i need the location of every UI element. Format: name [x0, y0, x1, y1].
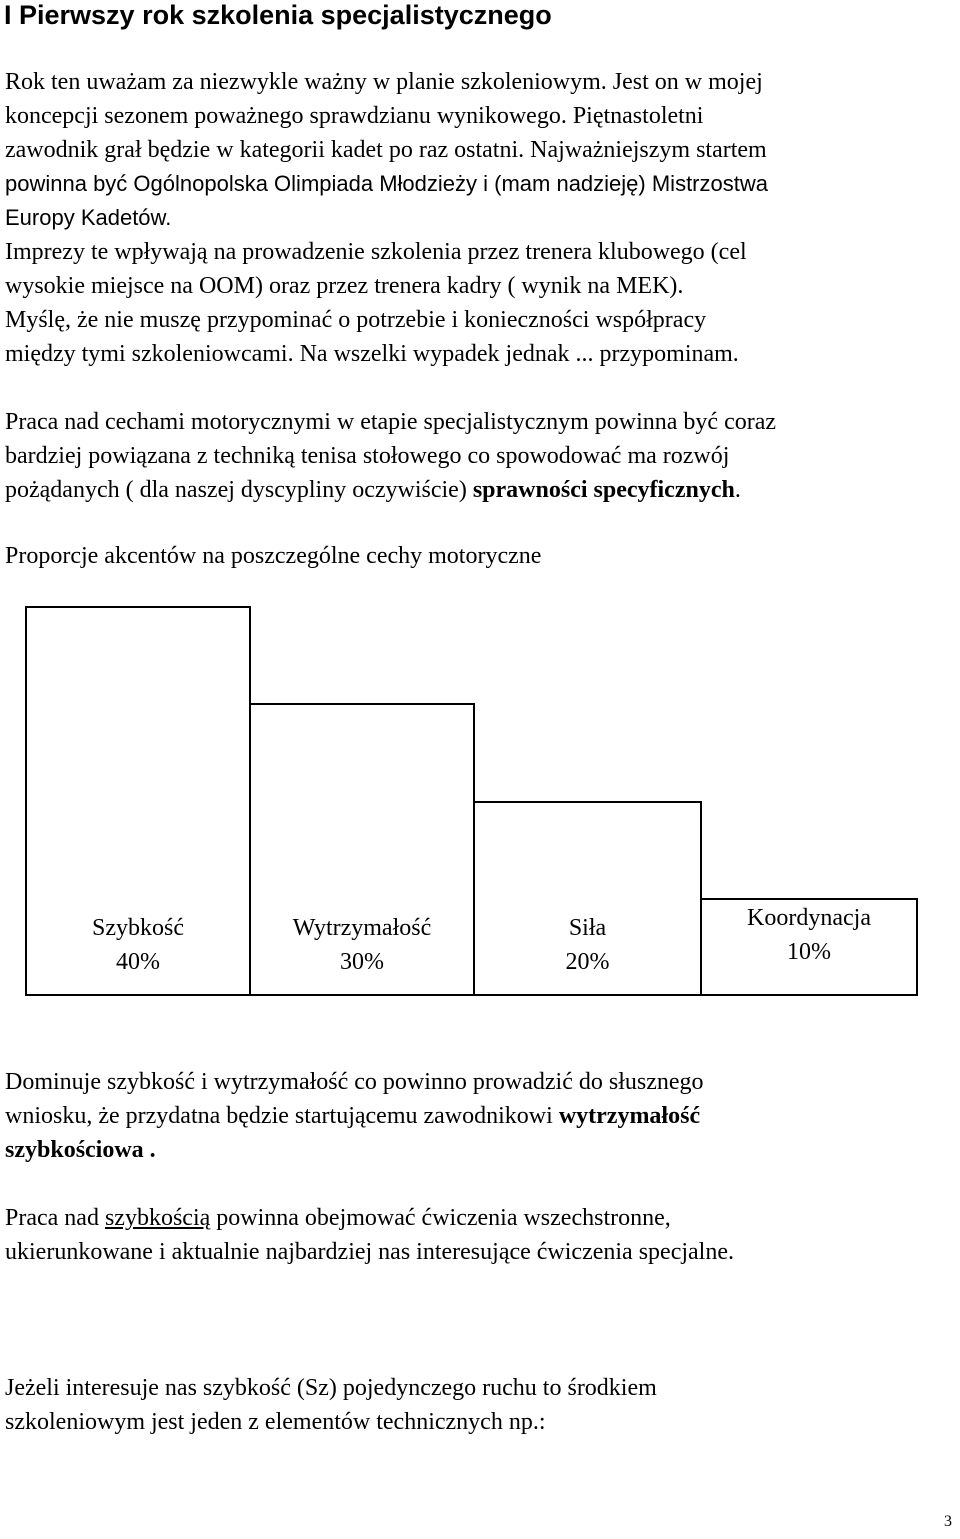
intro-line: koncepcji sezonem poważnego sprawdzianu wynikowego. Piętnastoletni: [5, 103, 704, 129]
intro-line: powinna być Ogólnopolska Olimpiada Młodzieży i (mam nadzieję) Mistrzostwa: [5, 171, 768, 196]
chart-category-label: Koordynacja: [747, 905, 871, 931]
motor-text: pożądanych ( dla naszej dyscypliny oczywiście): [5, 477, 473, 503]
dominance-emphasis: wytrzymałość: [558, 1103, 701, 1129]
chart-bar: [700, 898, 918, 996]
motor-emphasis: sprawności specyficznych: [472, 477, 735, 503]
dominance-paragraph: [5, 1065, 960, 1167]
proportions-title: [5, 539, 960, 573]
intro-line: Rok ten uważam za niezwykle ważny w planie szkoleniowym. Jest on w mojej: [5, 69, 763, 95]
interest-paragraph: [5, 1371, 960, 1439]
motor-line: bardziej powiązana z techniką tenisa stołowego co spowodować ma rozwój: [5, 443, 730, 469]
speed-work-line: ukierunkowane i aktualnie najbardziej nas interesujące ćwiczenia specjalne.: [5, 1239, 734, 1265]
speed-work-paragraph: [5, 1201, 960, 1269]
motor-line: Praca nad cechami motorycznymi w etapie specjalistycznym powinna być coraz: [5, 409, 777, 435]
chart-bar: [249, 703, 475, 996]
intro-line: Imprezy te wpływają na prowadzenie szkolenia przez trenera klubowego (cel: [5, 239, 747, 265]
motor-line: [5, 473, 960, 507]
motor-paragraph: [5, 405, 960, 507]
chart-category-label: Siła: [568, 915, 607, 941]
motor-period: .: [734, 477, 741, 503]
chart-category-label: Szybkość: [92, 915, 184, 941]
chart-category-label: Wytrzymałość: [292, 915, 432, 941]
dominance-line: Dominuje szybkość i wytrzymałość co powinno prowadzić do słusznego: [5, 1069, 704, 1095]
chart-value-label: 10%: [787, 939, 831, 965]
dominance-line: [5, 1133, 960, 1167]
intro-line: zawodnik grał będzie w kategorii kadet po raz ostatni. Najważniejszym startem: [5, 137, 767, 163]
dominance-emphasis: szybkościowa .: [5, 1137, 156, 1163]
interest-line: Jeżeli interesuje nas szybkość (Sz) pojedynczego ruchu to środkiem: [5, 1375, 657, 1401]
page-number: 3: [944, 1513, 952, 1530]
speed-work-text: powinna obejmować ćwiczenia wszechstronne,: [210, 1205, 671, 1231]
intro-line: wysokie miejsce na OOM) oraz przez trenera kadry ( wynik na MEK).: [5, 273, 684, 299]
speed-work-underlined: szybkością: [104, 1205, 211, 1231]
chart-bar: [473, 801, 702, 996]
interest-line: szkoleniowym jest jeden z elementów technicznych np.:: [5, 1409, 546, 1435]
intro-line: Europy Kadetów.: [5, 205, 172, 230]
speed-work-line: [5, 1201, 960, 1235]
chart-value-label: 30%: [340, 949, 384, 975]
chart-bar: [25, 606, 251, 996]
intro-line: Myślę, że nie muszę przypominać o potrzebie i konieczności współpracy: [5, 307, 707, 333]
chart-value-label: 20%: [565, 949, 610, 975]
intro-line: między tymi szkoleniowcami. Na wszelki wypadek jednak ... przypominam.: [5, 341, 739, 367]
dominance-line: [5, 1099, 960, 1133]
speed-work-text: Praca nad: [5, 1205, 105, 1231]
page-title: I Pierwszy rok szkolenia specjalistycznego: [4, 0, 552, 30]
proportions-title-text: Proporcje akcentów na poszczególne cechy motoryczne: [5, 543, 542, 569]
chart-value-label: 40%: [116, 949, 160, 975]
intro-paragraph: [5, 65, 960, 371]
dominance-text: wniosku, że przydatna będzie startującemu zawodnikowi: [5, 1103, 559, 1129]
